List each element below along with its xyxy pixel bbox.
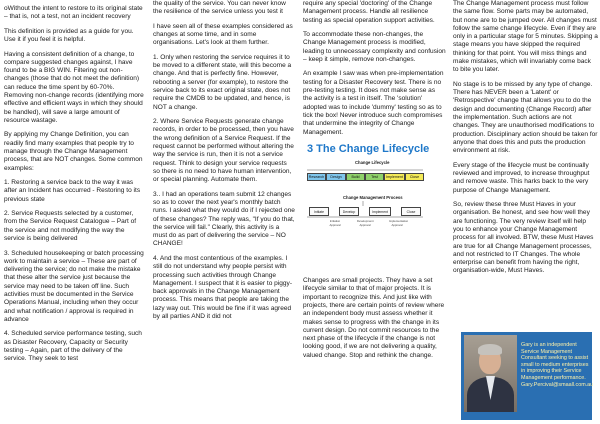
process-step-label: Initiate xyxy=(314,210,324,215)
paragraph: To accommodate these non-changes, the Change Management process is modified, leading to unnecessary complexity and confusion – keep it simple, remove non-changes. xyxy=(303,31,446,63)
approval-note: Initiation Approval xyxy=(329,219,341,228)
paragraph: So, review these three Must Haves in your organisation. Be honest, and see how well they are functioning. The very review itself will help you to enhance your Change Management process for all involved. BTW, these Must Haves are true for all Change Management processes, and not restricted to IT Changes. The whole enterprise can benefit from having the right, organisation-wide, Must Haves. xyxy=(453,201,594,275)
stage-label: Design xyxy=(330,175,342,180)
paragraph: 2. Where Service Requests generate change records, in order to be processed, then you have the wrong definition of a Service Request. If the request cannot be performed without altering the way the service is run, then it is not a service request. Think to design your service requests so there is no need to have human intervention, or special planning. Automate them. xyxy=(153,118,294,184)
paragraph: This definition is provided as a guide for you. Use it if you feel it is helpful. xyxy=(4,27,134,44)
author-bio xyxy=(521,342,594,388)
process-step-develop xyxy=(339,207,359,216)
column-3 xyxy=(303,0,446,424)
approval-note: Implementation Approval xyxy=(389,219,409,228)
paragraph: the quality of the service. You can never know the resilience of the service unless you test it xyxy=(153,0,286,16)
stage-label: Implement xyxy=(386,175,403,180)
author-photo xyxy=(464,335,517,412)
process-step-label: Develop xyxy=(342,210,356,215)
stage-test xyxy=(365,173,384,181)
paragraph: 3.. I had an operations team submit 12 changes so as to cover the next year's monthly batch runs. I asked what they would do if I rejected one of these changes? The reply was, "If you do that, the service will fail." Clearly, this activity is a must do as part of delivering the service – NO CHANGE! xyxy=(153,190,295,248)
stage-label: Research xyxy=(308,175,325,180)
paragraph: Having a consistent definition of a change, to compare suggested changes against, I have found to be a BIG WIN. Filtering out non-changes (those that do not meet the definition) can reduce the time spent by 60-70%. Removing non-change records (identifying more effective and efficient ways in which they should be handled), will save a large amount of resource wastage. xyxy=(4,50,144,124)
stage-close xyxy=(405,173,424,181)
figure-title: 3 The Change Lifecycle xyxy=(307,143,430,156)
author-bio-text: Gary is an independent Service Management Consultant seeking to assist small to medium enterprises in improving their Service Management performance. xyxy=(521,342,589,381)
paragraph: The Change Management process must follow the same flow. Some parts may be automated, but none are to be jumped over. All changes must follow the same change lifecycle. Even if they are only in a particular stage for 5 minutes. Skipping a stage means you have skipped the required thinking for that point. You will miss things and make mistakes, which will invariably come back to bite you later. xyxy=(453,0,598,74)
paragraph: 4. Scheduled service performance testing, such as Disaster Recovery, Capacity or Security testing – Again, part of the delivery of the service. They seek to test xyxy=(4,330,142,363)
stage-label: Build xyxy=(351,175,360,180)
stage-build xyxy=(346,173,365,181)
paragraph: Every stage of the lifecycle must be continually reviewed and improved, to increase throughput and remove waste. This harks back to the very purpose of Change Management. xyxy=(453,161,590,194)
column-1 xyxy=(4,0,145,424)
process-label: Change Management Process xyxy=(343,195,403,201)
process-step-initiate xyxy=(309,207,329,216)
process-step-label: Close xyxy=(406,210,416,215)
paragraph: 1. Restoring a service back to the way it was after an Incident has occurred - Restoring to its previous state xyxy=(4,179,141,203)
paragraph: An example I saw was when pre-implementation testing for a Disaster Recovery test. There is no pre-testing testing. It does not make sense as the activity is a test in itself. The 'solution' adopted was to include 'dummy' testing so as to tick the box! Never introduce such compromises that undermine the integrity of Change Management. xyxy=(303,70,444,136)
process-step-close xyxy=(401,207,421,216)
paragraph: 3. Scheduled housekeeping or batch processing work to maintain a service – These are part of delivering the service; do not make the mistake that these alter the service just because the service may need to be taken off line. Such activities must be documented in the Service Operations Manual, including when they occur and what notification / approval is required in advance xyxy=(4,249,144,323)
process-step-label: Implement xyxy=(372,210,388,215)
author-box xyxy=(461,332,592,420)
paragraph: By applying my Change Definition, you can readily find many examples that people try to manage through the Change Management process, that are NOT changes. Some common examples: xyxy=(4,131,143,172)
paragraph: require any special 'doctoring' of the Change Management process. Handle all resilience testing as special operation support activities. xyxy=(303,0,435,24)
stage-label: Test xyxy=(371,175,378,180)
change-lifecycle-figure xyxy=(303,143,446,273)
paragraph: Changes are small projects. They have a set lifecycle similar to that of major projects. It is important to recognize this. And just like with projects, there are certain points of review where an independent body must assess whether it makes sense to progress with the change in its current design. Do not commit resources to the next phase of the lifecycle if the change is not looking good, if we are not delivering a quality, valued change. Stop and rethink the change. xyxy=(303,277,445,359)
approval-note: Development Approval xyxy=(357,219,374,228)
stage-design xyxy=(326,173,346,181)
stage-label: Close xyxy=(409,175,420,180)
paragraph: I have seen all of these examples considered as changes at some time, and in some organisations. Let's look at them further. xyxy=(153,22,293,47)
stage-implement xyxy=(384,173,405,181)
photo-hair xyxy=(478,344,502,355)
stage-research xyxy=(307,173,326,181)
column-2 xyxy=(153,0,295,424)
paragraph: 2. Service Requests selected by a customer, from the Service Request Catalogue – Part of the service and not modifying the way the service is being delivered xyxy=(4,210,137,243)
paragraph: 1. Only when restoring the service requires it to be moved to a different state, will this become a change. And that is perfectly fine. However, rebooting a server (for example), to restore the service back to its exact original state, does not require the CMDB to be updated, and hence, is NOT a change. xyxy=(153,53,292,111)
paragraph: No stage is to be missed by any type of change. There has NEVER been a 'Latent' or 'Retrospective' change that allows you to do the design and documenting (Change Record) after the implementation. Such actions are not changes. They are unauthorised modifications to production. Disciplinary action should be taken for anyone that does this and puts the production environment at risk. xyxy=(453,80,598,155)
process-step-implement xyxy=(369,207,391,216)
paragraph: 4. And the most contentious of the examples. I still do not understand why people persist with processing such activities through Change Management. I suspect that it is easier to piggy-back approvals in the Change Management process. This means that people are taking the lazy way out. This would be fine if it was agreed by all parties AND it did not xyxy=(153,254,293,321)
lifecycle-label: Change Lifecycle xyxy=(355,160,390,166)
paragraph: oWithout the intent to restore to its original state – that is, not a test, not an incident recovery xyxy=(4,5,143,21)
author-email[interactable]: Gary.Percival@smaall.com.au xyxy=(521,381,594,388)
